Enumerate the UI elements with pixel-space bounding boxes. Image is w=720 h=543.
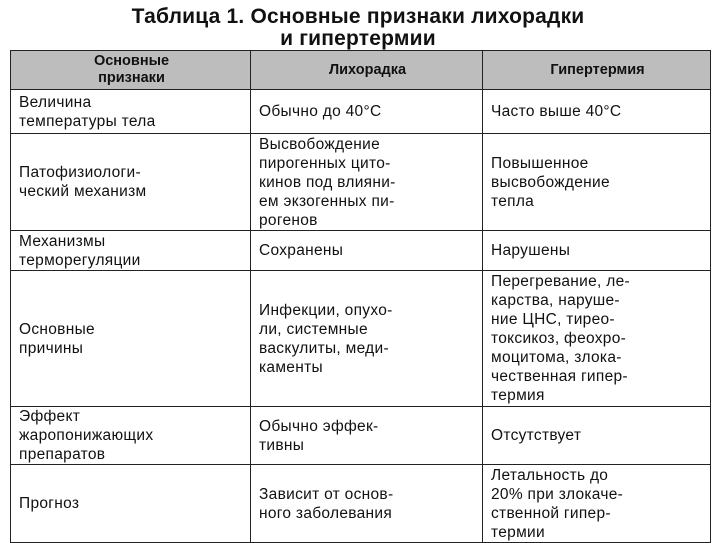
cell-hyperthermia-temperature: Часто выше 40°С [483, 90, 711, 134]
table-row [11, 231, 711, 271]
table-row [11, 465, 711, 543]
cell-fever-prognosis: Зависит от основ- ного заболевания [251, 465, 483, 543]
row-label-temperature: Величина температуры тела [11, 90, 251, 134]
table-title [18, 6, 698, 50]
cell-fever-mechanism: Высвобождение пирогенных цито- кинов под влияни- ем экзогенных пи- рогенов [251, 134, 483, 231]
cell-hyperthermia-mechanism: Повышенное высвобождение тепла [483, 134, 711, 231]
cell-fever-temperature: Обычно до 40°С [251, 90, 483, 134]
table-row [11, 407, 711, 465]
table-row [11, 134, 711, 231]
row-label-thermoregulation: Механизмы терморегуляции [11, 231, 251, 271]
table-title-line-1: Таблица 1. Основные признаки лихорадки [131, 5, 585, 28]
row-label-prognosis: Прогноз [11, 465, 251, 543]
cell-fever-antipyretic-effect: Обычно эффек- тивны [251, 407, 483, 465]
table-title-line-2: и гипертермии [280, 27, 436, 50]
cell-hyperthermia-antipyretic-effect: Отсутствует [483, 407, 711, 465]
cell-hyperthermia-causes: Перегревание, ле- карства, наруше- ние ЦНС, тирео- токсикоз, феохро- моцитома, злока- чественная гипер- термия [483, 271, 711, 407]
cell-fever-thermoregulation: Сохранены [251, 231, 483, 271]
cell-fever-causes: Инфекции, опухо- ли, системные васкулиты, меди- каменты [251, 271, 483, 407]
row-label-mechanism: Патофизиологи- ческий механизм [11, 134, 251, 231]
table-header-row [11, 51, 711, 90]
cell-hyperthermia-thermoregulation: Нарушены [483, 231, 711, 271]
comparison-table [10, 50, 711, 543]
header-signs: Основные признаки [11, 51, 251, 90]
header-hyperthermia: Гипертермия [483, 51, 711, 90]
row-label-causes: Основные причины [11, 271, 251, 407]
header-fever: Лихорадка [251, 51, 483, 90]
row-label-antipyretic-effect: Эффект жаропонижающих препаратов [11, 407, 251, 465]
cell-hyperthermia-prognosis: Летальность до 20% при злокаче- ственной гипер- термии [483, 465, 711, 543]
table-row [11, 271, 711, 407]
table-row [11, 90, 711, 134]
